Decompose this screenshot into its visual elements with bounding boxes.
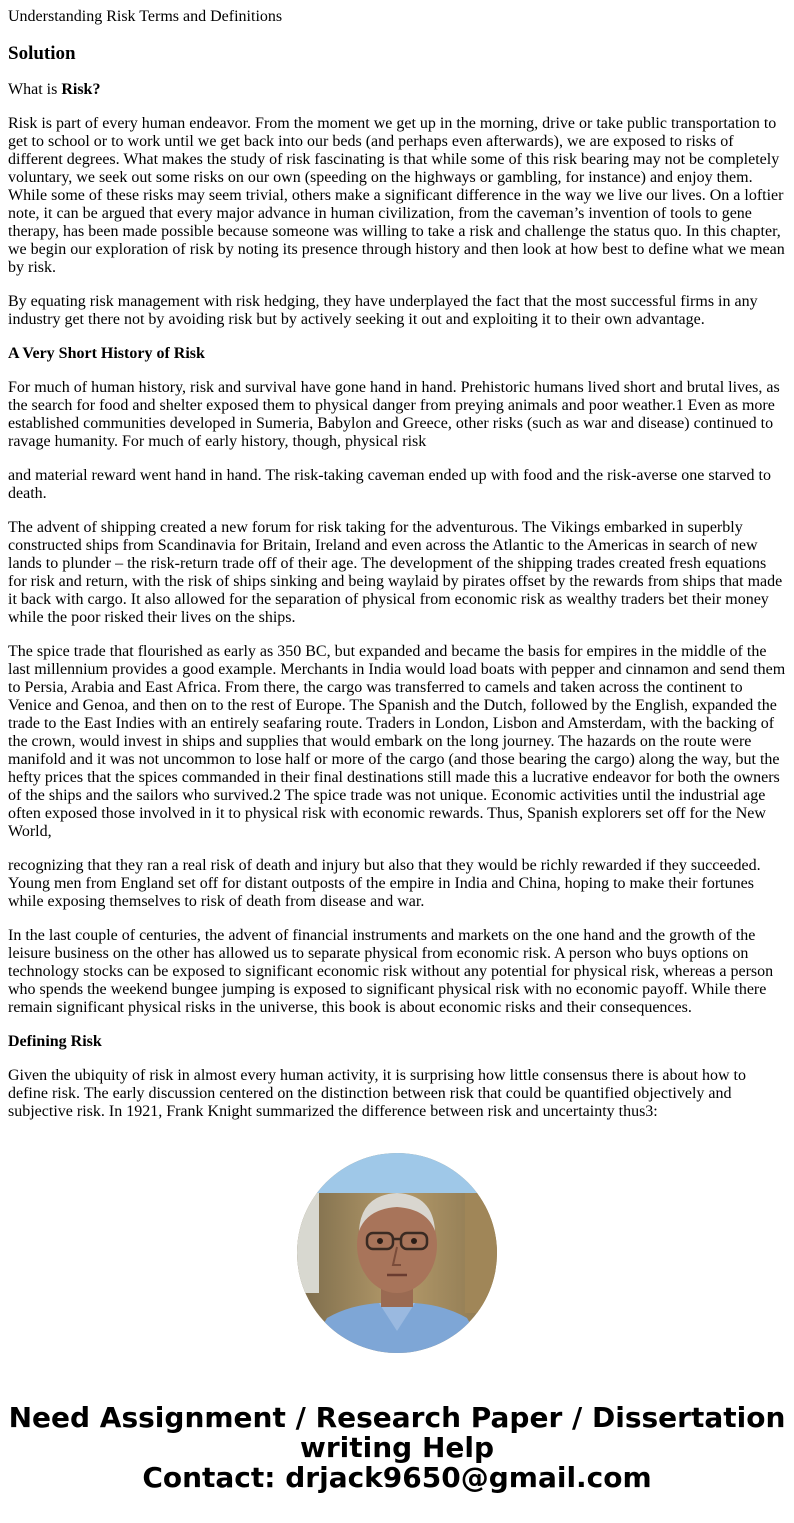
help-banner	[0, 1403, 794, 1493]
paragraph-6: The spice trade that flourished as early as 350 BC, but expanded and became the basis for empires in the middle of the last millennium provides a good example. Merchants in India would load boats with pepper and cinnamon and send them to Persia, Arabia and East Africa. From there, the cargo was transferred to camels and taken across the continent to Venice and Genoa, and then on to the rest of Europe. The Spanish and the Dutch, followed by the English, expanded the trade to the East Indies with an entirely seafaring route. Traders in London, Lisbon and Amsterdam, with the backing of the crown, would invest in ships and supplies that would embark on the long journey. The hazards on the route were manifold and it was not uncommon to lose half or more of the cargo (and those bearing the cargo) along the way, but the hefty prices that the spices commanded in their final destinations still made this a lucrative endeavor for both the owners of the ships and the sailors who survived.2 The spice trade was not unique. Economic activities until the industrial age often exposed those involved in it to physical risk with economic rewards. Thus, Spanish explorers set off for the New World,	[8, 643, 786, 840]
what-is-prefix: What is	[8, 81, 62, 98]
what-is-term: Risk?	[61, 81, 101, 98]
section-heading-history: A Very Short History of Risk	[8, 345, 205, 362]
what-is-line	[8, 81, 786, 99]
solution-heading: Solution	[8, 43, 76, 64]
paragraph-3: For much of human history, risk and survival have gone hand in hand. Prehistoric humans lived short and brutal lives, as the search for food and shelter exposed them to physical danger from preying animals and poor weather.1 Even as more established communities developed in Sumeria, Babylon and Greece, other risks (such as war and disease) continued to ravage humanity. For much of early history, though, physical risk	[8, 379, 780, 450]
page-title: Understanding Risk Terms and Definitions	[8, 8, 283, 25]
banner-line-1: Need Assignment / Research Paper / Dissertation writing Help	[8, 1401, 786, 1464]
paragraph-7: recognizing that they ran a real risk of death and injury but also that they would be richly rewarded if they succeeded. Young men from England set off for distant outposts of the empire in India and China, hoping to make their fortunes while exposing themselves to risk of death from disease and war.	[8, 857, 761, 910]
paragraph-2: By equating risk management with risk hedging, they have underplayed the fact that the most successful firms in any industry get there not by avoiding risk but by actively seeking it out and exploiting it to their own advantage.	[8, 293, 758, 328]
person-portrait-icon	[297, 1153, 497, 1353]
paragraph-8: In the last couple of centuries, the advent of financial instruments and markets on the one hand and the growth of the leisure business on the other has allowed us to separate physical from economic risk. A person who buys options on technology stocks can be exposed to significant economic risk without any potential for physical risk, whereas a person who spends the weekend bungee jumping is exposed to significant physical risk with no economic payoff. While there remain significant physical risks in the universe, this book is about economic risks and their consequences.	[8, 927, 774, 1016]
section-heading-defining: Defining Risk	[8, 1033, 102, 1050]
paragraph-4: and material reward went hand in hand. The risk-taking caveman ended up with food and the risk-averse one starved to death.	[8, 467, 771, 502]
paragraph-1: Risk is part of every human endeavor. From the moment we get up in the morning, drive or take public transportation to get to school or to work until we get back into our beds (and perhaps even afterwards), we are exposed to risks of different degrees. What makes the study of risk fascinating is that while some of this risk bearing may not be completely voluntary, we seek out some risks on our own (speeding on the highways or gambling, for instance) and enjoy them. While some of these risks may seem trivial, others make a significant difference in the way we live our lives. On a loftier note, it can be argued that every major advance in human civilization, from the caveman’s invention of tools to gene therapy, has been made possible because someone was willing to take a risk and challenge the status quo. In this chapter, we begin our exploration of risk by noting its presence through history and then look at how best to define what we mean by risk.	[8, 115, 785, 276]
banner-contact: Contact: drjack9650@gmail.com	[142, 1461, 652, 1494]
paragraph-9: Given the ubiquity of risk in almost every human activity, it is surprising how little consensus there is about how to define risk. The early discussion centered on the distinction between risk that could be quantified objectively and subjective risk. In 1921, Frank Knight summarized the difference between risk and uncertainty thus3:	[8, 1067, 746, 1120]
paragraph-5: The advent of shipping created a new forum for risk taking for the adventurous. The Vikings embarked in superbly constructed ships from Scandinavia for Britain, Ireland and even across the Atlantic to the Americas in search of new lands to plunder – the risk-return trade off of their age. The development of the shipping trades created fresh equations for risk and return, with the risk of ships sinking and being waylaid by pirates offset by the rewards from ships that made it back with cargo. It also allowed for the separation of physical from economic risk as wealthy traders bet their money while the poor risked their lives on the ships.	[8, 519, 783, 626]
profile-photo	[297, 1153, 497, 1353]
